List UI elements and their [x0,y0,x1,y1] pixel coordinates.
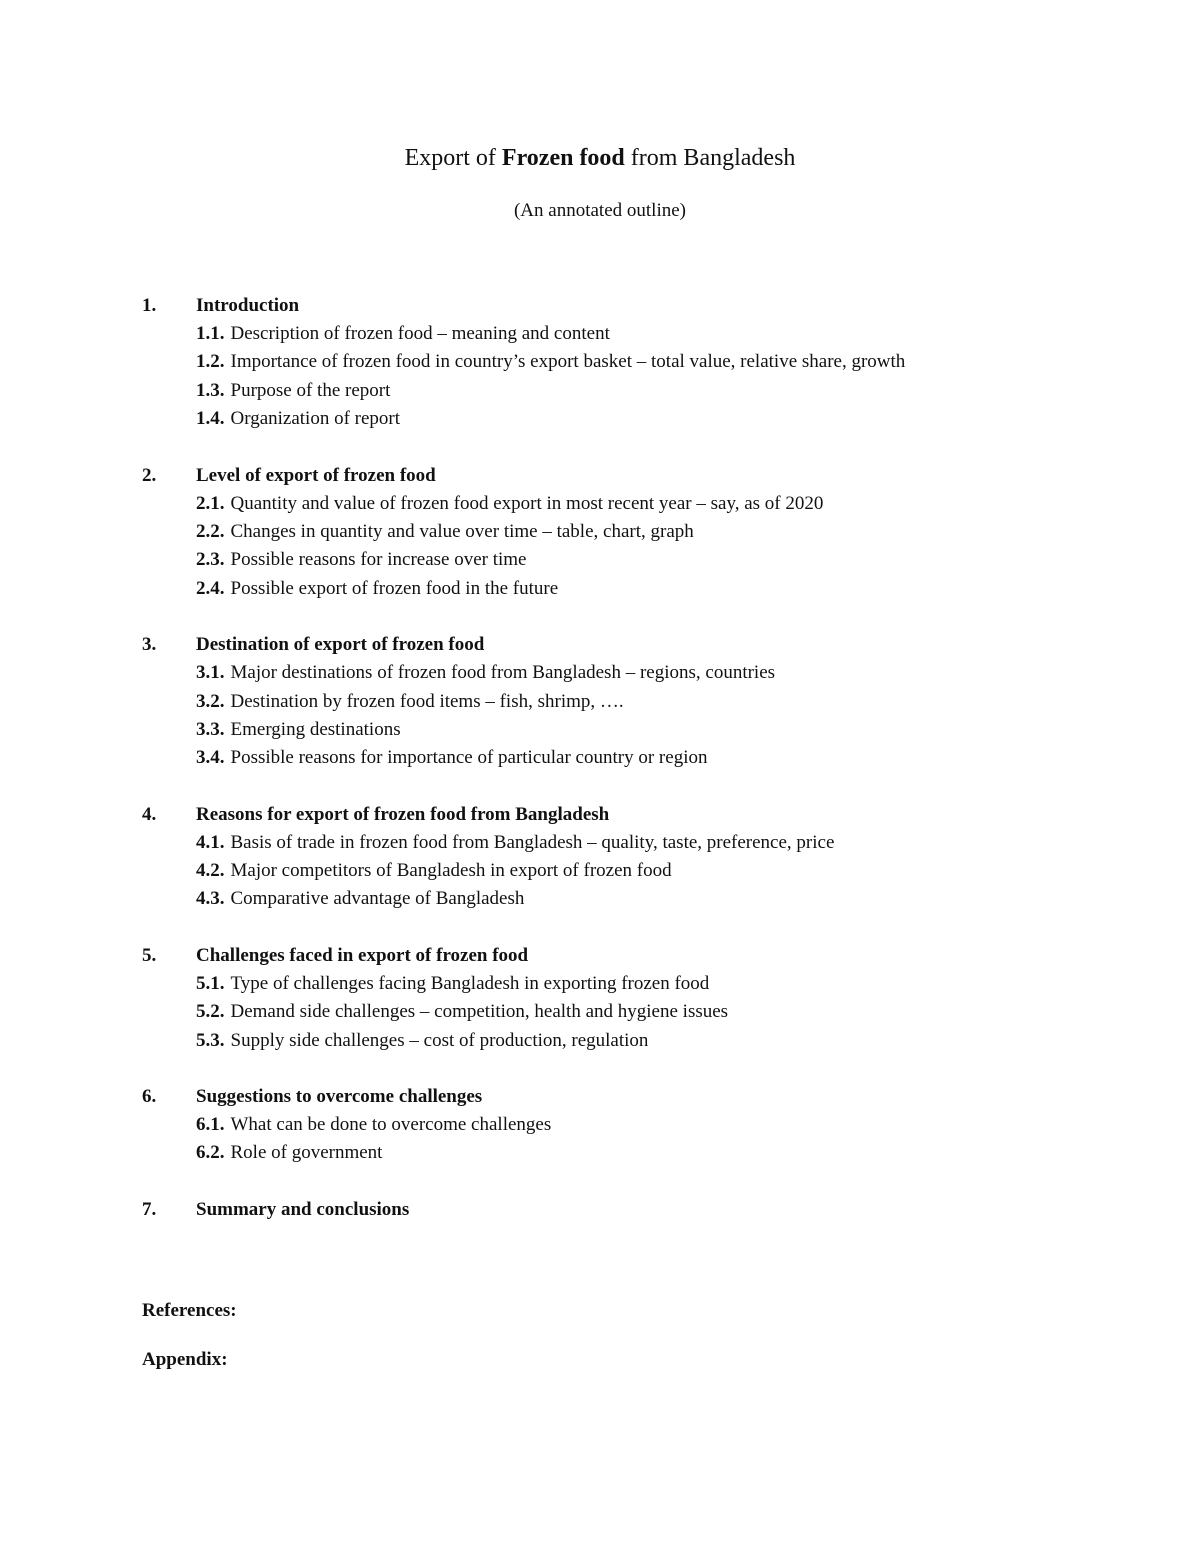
subsection-text: Purpose of the report [230,379,391,401]
subsection-number: 1.3. [196,379,225,401]
section-heading [0,631,1200,659]
subsection-item [0,716,1200,744]
section-number: 6. [142,1086,157,1108]
title-bold: Frozen food [501,145,625,171]
subsection-number: 3.4. [196,747,225,769]
subsection-item [0,829,1200,857]
subsection-number: 1.1. [196,323,225,344]
outline-section [0,942,1200,1055]
subsection-item [0,377,1200,405]
subsection-text: Major destinations of frozen food from Bangladesh – regions, countries [230,662,776,684]
subsection-item [0,970,1200,998]
section-number: 4. [142,803,157,825]
subsection-text: Major competitors of Bangladesh in export of frozen food [230,860,672,882]
subsection-number: 2.4. [196,577,225,599]
subsection-number: 5.2. [196,1001,225,1023]
subsection-item [0,546,1200,574]
subsection-item [0,857,1200,885]
section-title: Reasons for export of frozen food from Bangladesh [196,803,610,825]
section-title: Challenges faced in export of frozen food [196,944,529,966]
subsection-item [0,348,1200,376]
subsection-number: 6.1. [196,1114,225,1136]
subsection-number: 5.3. [196,1029,225,1051]
section-heading [0,1083,1200,1111]
title-prefix: Export of [404,145,502,171]
outline-section [0,1083,1200,1168]
subsection-number: 4.2. [196,860,225,882]
subsection-item [0,659,1200,687]
subsection-text: Destination by frozen food items – fish, shrimp, …. [230,690,624,712]
subsection-text: Changes in quantity and value over time – table, chart, graph [230,520,694,542]
subsection-text: Type of challenges facing Bangladesh in exporting frozen food [230,972,710,994]
outline-section [0,631,1200,773]
subsection-item [0,998,1200,1026]
section-title: Summary and conclusions [196,1198,410,1220]
section-number: 1. [142,295,157,316]
subsection-text: Supply side challenges – cost of production, regulation [230,1029,649,1051]
references-heading: References: [142,1300,237,1321]
subsection-number: 1.4. [196,408,225,430]
title-suffix: from Bangladesh [624,145,796,171]
section-number: 5. [142,944,157,966]
section-heading [0,1196,1200,1224]
subsection-number: 3.3. [196,718,225,740]
section-heading [0,292,1200,320]
section-title: Suggestions to overcome challenges [196,1086,483,1108]
subsection-item [0,575,1200,603]
subsection-text: Comparative advantage of Bangladesh [230,888,525,910]
subsection-item [0,1139,1200,1167]
subsection-text: Role of government [230,1142,383,1164]
subsection-text: What can be done to overcome challenges [230,1114,552,1136]
subsection-item [0,405,1200,433]
subsection-text: Emerging destinations [230,718,401,740]
subsection-text: Description of frozen food – meaning and content [230,323,610,344]
document-title [0,141,1200,175]
subsection-text: Possible reasons for importance of particular country or region [230,747,708,769]
outline-section [0,462,1200,604]
subsection-number: 4.1. [196,831,225,853]
subsection-item [0,320,1200,348]
subsection-item [0,688,1200,716]
subsection-number: 2.1. [196,492,225,514]
subsection-text: Demand side challenges – competition, health and hygiene issues [230,1001,729,1023]
subsection-number: 6.2. [196,1142,225,1164]
section-number: 2. [142,464,157,486]
outline-section [0,1196,1200,1224]
outline-section [0,801,1200,914]
subsection-item [0,1027,1200,1055]
section-heading [0,462,1200,490]
subsection-number: 2.2. [196,520,225,542]
section-number: 3. [142,634,157,656]
section-number: 7. [142,1198,157,1220]
subsection-item [0,744,1200,772]
outline-section [0,292,1200,434]
subsection-number: 2.3. [196,549,225,571]
subsection-text: Importance of frozen food in country’s export basket – total value, relative share, growth [230,351,906,373]
subsection-text: Possible reasons for increase over time [230,549,527,571]
section-title: Level of export of frozen food [196,464,436,486]
section-heading [0,942,1200,970]
subsection-number: 3.1. [196,662,225,684]
outline-list [0,292,1200,1252]
document-subtitle: (An annotated outline) [513,200,686,221]
subsection-number: 5.1. [196,972,225,994]
subsection-text: Organization of report [230,408,401,430]
subsection-item [0,518,1200,546]
subsection-number: 3.2. [196,690,225,712]
subsection-number: 4.3. [196,888,225,910]
section-title: Introduction [196,295,300,316]
subsection-text: Basis of trade in frozen food from Bangladesh – quality, taste, preference, price [230,831,835,853]
subsection-item [0,1111,1200,1139]
subsection-text: Possible export of frozen food in the future [230,577,559,599]
subsection-text: Quantity and value of frozen food export in most recent year – say, as of 2020 [230,492,824,514]
section-title: Destination of export of frozen food [196,634,485,656]
subsection-item [0,885,1200,913]
section-heading [0,801,1200,829]
appendix-heading: Appendix: [142,1349,228,1370]
subsection-item [0,490,1200,518]
subsection-number: 1.2. [196,351,225,373]
